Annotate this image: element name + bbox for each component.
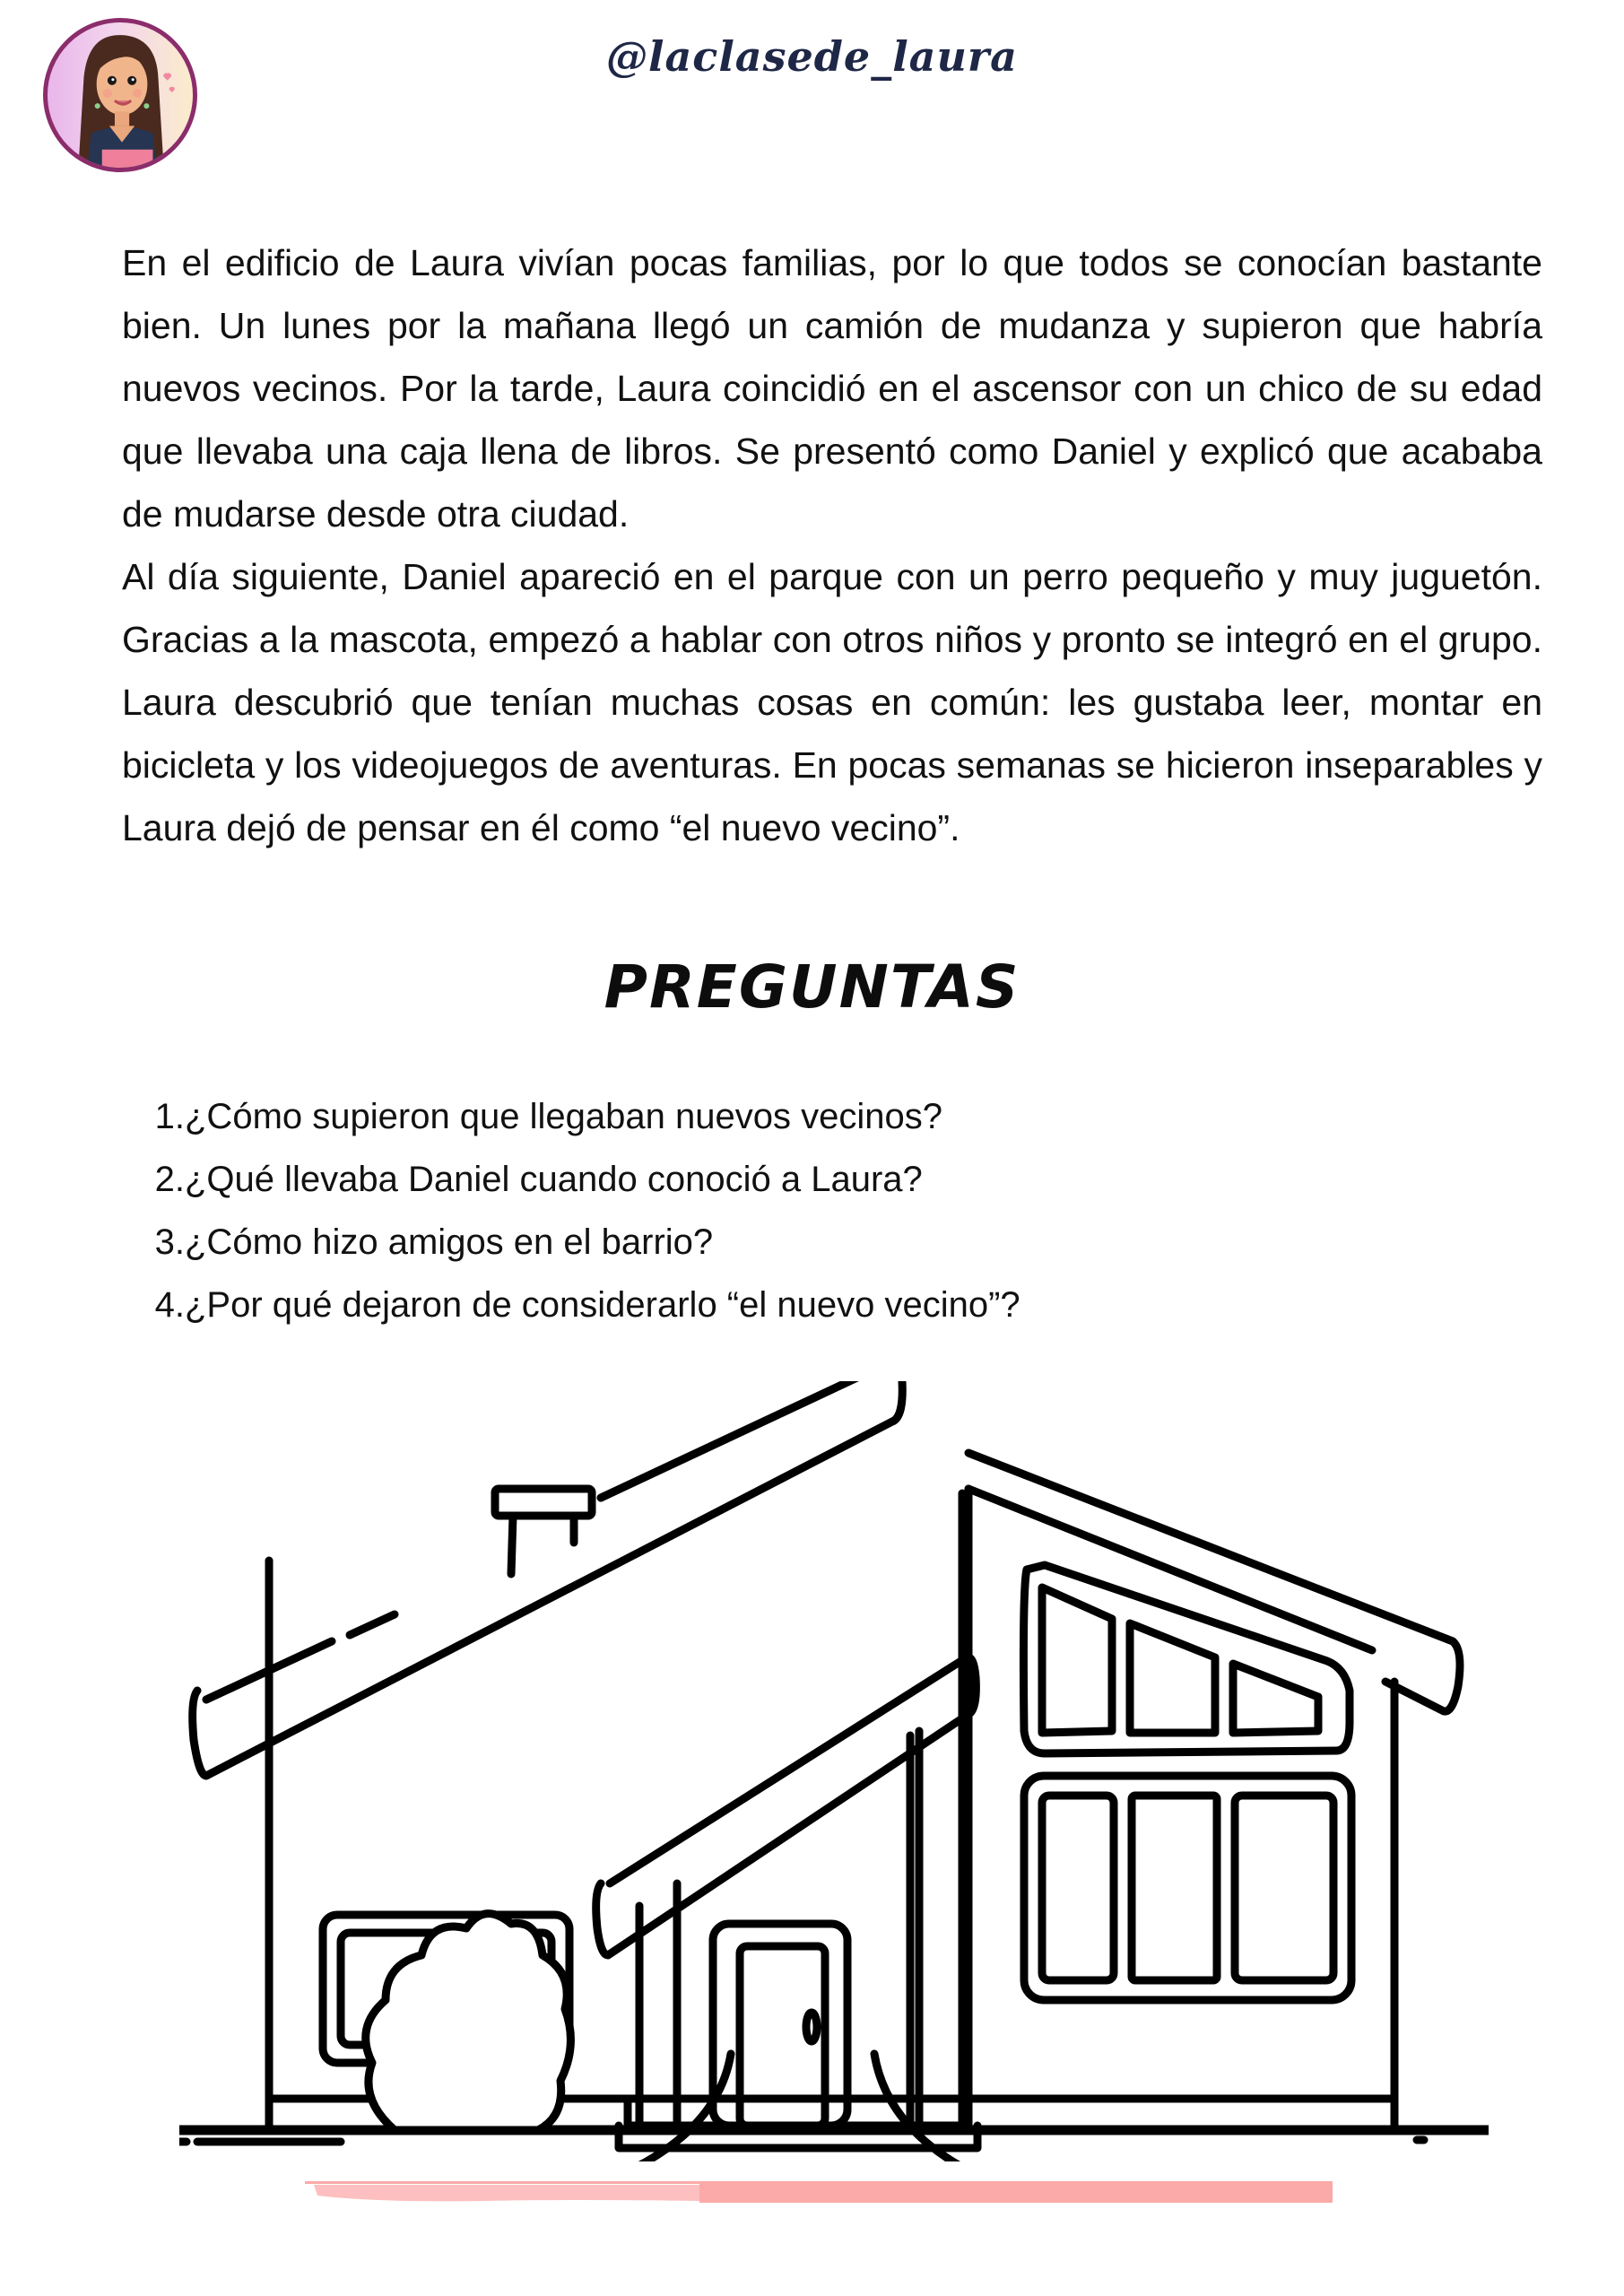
question-text: ¿Cómo hizo amigos en el barrio?: [185, 1222, 714, 1262]
lower-window: [1024, 1776, 1351, 2000]
question-item: [151, 1085, 1020, 1148]
question-number: 1.: [154, 1097, 185, 1136]
questions-list: [151, 1085, 1020, 1336]
question-item: [151, 1274, 1020, 1336]
left-roof: [193, 1381, 903, 1776]
decorative-underline: [305, 2181, 1333, 2205]
question-item: [151, 1148, 1020, 1211]
brand-handle: @laclasede_laura: [606, 32, 1018, 81]
story-paragraph: Al día siguiente, Daniel apareció en el parque con un perro pequeño y muy juguetón. Gracias a la mascota, empezó a hablar con otros niños y pronto se integró en el grupo. Laura descubrió que tenían muchas cosas en común: les gustaba leer, montar en bicicleta y los videojuegos de aventuras. En pocas semanas se hicieron inseparables y Laura dejó de pensar en él como “el nuevo vecino”.: [122, 556, 1542, 848]
house-illustration: [179, 1381, 1489, 2161]
upper-window: [1023, 1565, 1350, 1753]
question-text: ¿Por qué dejaron de considerarlo “el nuevo vecino”?: [185, 1285, 1020, 1325]
questions-title: PREGUNTAS: [604, 952, 1020, 1022]
question-text: ¿Qué llevaba Daniel cuando conoció a Laura?: [185, 1160, 923, 1199]
story-text: [122, 231, 1542, 859]
chimney: [495, 1489, 592, 1574]
question-text: ¿Cómo supieron que llegaban nuevos vecinos?: [185, 1097, 942, 1136]
story-paragraph: En el edificio de Laura vivían pocas familias, por lo que todos se conocían bastante bien. Un lunes por la mañana llegó un camión de mudanza y supieron que habría nuevos vecinos. Por la tarde, Laura coincidió en el ascensor con un chico de su edad que llevaba una caja llena de libros. Se presentó como Daniel y explicó que acababa de mudarse desde otra ciudad.: [122, 242, 1542, 535]
question-item: [151, 1211, 1020, 1274]
bush: [366, 1914, 571, 2130]
question-number: 2.: [154, 1160, 185, 1199]
question-number: 3.: [154, 1222, 185, 1262]
question-number: 4.: [154, 1285, 185, 1325]
